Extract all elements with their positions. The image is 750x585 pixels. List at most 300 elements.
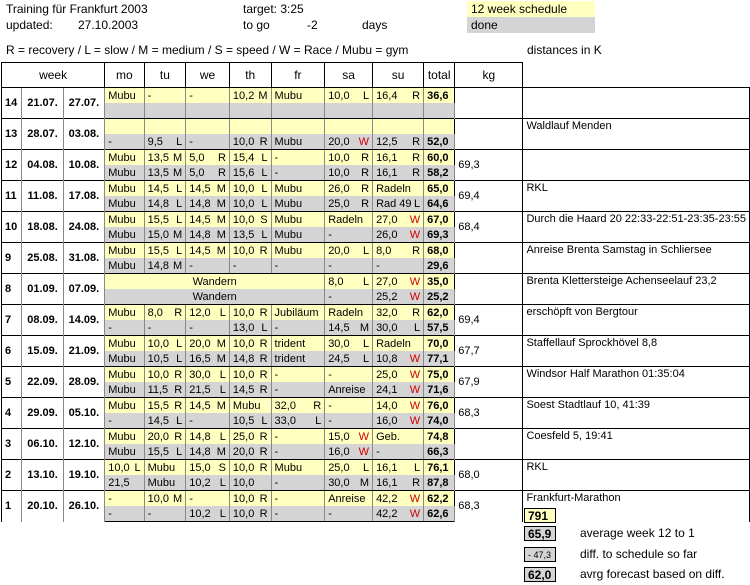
empty-cell — [424, 119, 455, 135]
day-sa — [325, 258, 373, 274]
week-total: 66,3 — [424, 444, 455, 460]
distance-value: Mubu — [108, 197, 136, 210]
pace-code: M — [173, 492, 183, 505]
day-th — [229, 181, 271, 197]
distance-value: 14,8 — [189, 445, 211, 458]
week-row — [2, 491, 750, 507]
distance-value: 20,0 — [147, 430, 169, 443]
pace-code: L — [261, 321, 268, 334]
day-mo — [105, 398, 144, 414]
distance-value: - — [189, 492, 193, 505]
distance-value: Radeln — [328, 213, 364, 226]
day-fr — [271, 336, 325, 352]
day-sa — [325, 181, 373, 197]
distance-value: - — [328, 290, 332, 303]
day-sa — [325, 274, 373, 290]
week-total: 58,2 — [424, 165, 455, 181]
day-entry — [233, 368, 268, 382]
distance-value: Mubu — [274, 89, 303, 102]
day-entry — [328, 151, 369, 165]
week-start: 15.09. — [22, 336, 63, 367]
day-entry — [328, 197, 369, 211]
pace-code: M — [359, 476, 370, 489]
day-entry — [376, 368, 420, 382]
pace-code: R — [259, 352, 268, 365]
day-tu — [144, 367, 186, 383]
day-entry — [376, 461, 420, 475]
day-sa — [325, 336, 373, 352]
day-tu — [144, 165, 186, 181]
distance-value: 8,0 — [328, 275, 344, 288]
day-entry — [275, 89, 322, 103]
day-su — [373, 165, 424, 181]
pace-code: L — [261, 182, 268, 195]
day-we — [186, 382, 230, 398]
day-su — [373, 305, 424, 321]
distance-value: 32,0 — [274, 399, 296, 412]
day-th — [229, 460, 271, 476]
day-entry — [108, 89, 140, 103]
day-we — [186, 351, 230, 367]
distance-value: - — [328, 507, 332, 520]
week-row — [2, 150, 750, 166]
day-entry — [233, 244, 268, 258]
body-weight: 67,7 — [455, 336, 523, 367]
day-mo — [105, 196, 144, 212]
day-sa — [325, 320, 373, 336]
week-note: Frankfurt-Marathon — [523, 491, 750, 522]
week-start: 01.09. — [22, 274, 63, 305]
day-su — [373, 88, 424, 104]
day-entry — [328, 275, 369, 289]
day-tu — [144, 134, 186, 150]
week-total: 75,0 — [424, 367, 455, 383]
pace-code: W — [409, 290, 421, 303]
to-go-label: to go — [243, 18, 270, 32]
distance-value: 14,5 — [232, 383, 255, 396]
day-entry — [108, 461, 140, 475]
day-mo — [105, 429, 144, 445]
distance-value: 26,0 — [376, 228, 398, 241]
week-row — [2, 367, 750, 383]
day-entry — [148, 445, 183, 459]
distance-value: Mubu — [108, 151, 136, 164]
distance-value: 10,0 — [232, 306, 255, 319]
day-fr — [271, 88, 325, 104]
day-entry — [148, 228, 183, 242]
day-entry — [233, 414, 268, 428]
day-entry — [108, 321, 140, 335]
day-entry — [189, 306, 226, 320]
body-weight: 68,0 — [455, 460, 523, 491]
pace-code: R — [259, 135, 268, 148]
week-total: 87,8 — [424, 475, 455, 491]
day-entry — [108, 213, 140, 227]
day-fr — [271, 491, 325, 507]
day-entry — [233, 89, 268, 103]
empty-cell — [325, 119, 373, 135]
col-sa: sa — [325, 63, 373, 88]
week-total: 36,6 — [424, 88, 455, 104]
pace-code: L — [362, 89, 370, 102]
col-we: we — [186, 63, 230, 88]
day-fr — [271, 460, 325, 476]
distance-value: 10,0 — [328, 151, 350, 164]
week-note: erschöpft von Bergtour — [523, 305, 750, 336]
day-entry — [328, 182, 369, 196]
pace-code: R — [412, 476, 421, 489]
day-mo — [105, 320, 144, 336]
empty-cell — [229, 119, 271, 135]
day-tu — [144, 88, 186, 104]
distance-value: 30,0 — [328, 476, 350, 489]
distance-value: 14,8 — [147, 197, 169, 210]
day-entry — [189, 244, 226, 258]
distance-value: 10,5 — [147, 352, 169, 365]
day-su — [373, 506, 424, 522]
week-row — [2, 274, 750, 290]
day-entry — [189, 352, 226, 366]
pace-code: L — [414, 321, 421, 334]
day-fr — [271, 320, 325, 336]
wandern-cell — [105, 274, 325, 290]
pace-code: L — [176, 213, 183, 226]
week-row — [2, 181, 750, 197]
pace-code: M — [359, 321, 370, 334]
week-note: Coesfeld 5, 19:41 — [523, 429, 750, 460]
day-tu — [144, 196, 186, 212]
day-tu — [144, 413, 186, 429]
distance-value: Rad 49 — [376, 197, 412, 210]
week-start: 25.08. — [22, 243, 63, 274]
pace-code: M — [216, 445, 226, 458]
day-entry — [376, 182, 420, 196]
distance-value: - — [189, 89, 193, 102]
distance-value: 5,0 — [189, 151, 205, 164]
week-total: 74,8 — [424, 429, 455, 445]
diff-label: diff. to schedule so far — [580, 547, 698, 561]
distance-value: 10,2 — [232, 89, 255, 102]
distance-value: Mubu — [108, 337, 136, 350]
pace-code: R — [361, 166, 370, 179]
empty-cell — [373, 103, 424, 119]
distance-value: Mubu — [108, 259, 136, 272]
day-entry — [328, 461, 369, 475]
pace-code: S — [260, 213, 268, 226]
distance-value: 15,0 — [328, 430, 350, 443]
distance-value: 30,0 — [376, 321, 398, 334]
day-entry — [189, 228, 226, 242]
day-entry — [233, 306, 268, 320]
day-entry — [275, 197, 322, 211]
distance-value: 20,0 — [232, 445, 255, 458]
day-entry — [148, 414, 183, 428]
day-entry — [108, 337, 140, 351]
day-entry — [148, 306, 183, 320]
distance-value: - — [147, 321, 152, 334]
col-fr: fr — [271, 63, 325, 88]
distance-value: Radeln — [328, 306, 364, 319]
distance-value: 14,5 — [189, 244, 211, 257]
week-start: 18.08. — [22, 212, 63, 243]
week-total: 35,0 — [424, 274, 455, 290]
week-row — [2, 460, 750, 476]
day-su — [373, 460, 424, 476]
day-fr — [271, 134, 325, 150]
distance-value: 12,0 — [189, 306, 211, 319]
day-su — [373, 274, 424, 290]
day-entry — [275, 182, 322, 196]
empty-cell — [144, 103, 186, 119]
forecast-label: avrg forecast based on diff. — [580, 567, 725, 581]
pace-code: R — [174, 399, 183, 412]
day-sa — [325, 150, 373, 166]
day-mo — [105, 413, 144, 429]
week-total: 62,0 — [424, 305, 455, 321]
week-start: 22.09. — [22, 367, 63, 398]
body-weight — [455, 119, 523, 150]
day-we — [186, 413, 230, 429]
pace-code: M — [258, 89, 268, 102]
distance-value: Mubu — [108, 430, 136, 443]
week-total: 68,0 — [424, 243, 455, 259]
day-we — [186, 398, 230, 414]
day-entry — [148, 89, 183, 103]
day-th — [229, 165, 271, 181]
day-tu — [144, 506, 186, 522]
day-sa — [325, 227, 373, 243]
week-note: RKL — [523, 181, 750, 212]
day-entry — [189, 368, 226, 382]
body-weight: 69,4 — [455, 181, 523, 212]
pace-code: R — [174, 430, 183, 443]
day-entry — [275, 383, 322, 397]
pace-code: L — [261, 166, 268, 179]
week-row — [2, 88, 750, 104]
body-weight: 69,4 — [455, 305, 523, 336]
day-su — [373, 382, 424, 398]
season-total: 791 — [524, 508, 556, 523]
body-weight: 68,4 — [455, 212, 523, 243]
day-entry — [376, 166, 420, 180]
day-entry — [328, 352, 369, 366]
distance-value: 10,0 — [147, 337, 169, 350]
distance-value: 14,8 — [189, 430, 211, 443]
day-mo — [105, 367, 144, 383]
pace-code: M — [216, 399, 226, 412]
day-entry — [148, 368, 183, 382]
empty-cell — [105, 103, 144, 119]
day-we — [186, 336, 230, 352]
day-mo — [105, 150, 144, 166]
distance-value: - — [274, 368, 279, 381]
distance-value: Mubu — [274, 213, 303, 226]
diff-value: - 47,3 — [524, 547, 556, 562]
distance-value: 20,0 — [328, 244, 350, 257]
col-kg: kg — [455, 63, 523, 88]
day-entry — [328, 290, 369, 304]
pace-code: R — [259, 492, 268, 505]
week-total: 60,0 — [424, 150, 455, 166]
day-mo — [105, 382, 144, 398]
pace-code: L — [362, 244, 370, 257]
distance-value: 30,0 — [328, 337, 350, 350]
day-entry — [148, 337, 183, 351]
day-entry — [376, 259, 420, 273]
week-end: 19.10. — [63, 460, 105, 491]
distance-value: 33,0 — [274, 414, 296, 427]
header-row — [2, 63, 750, 88]
day-we — [186, 181, 230, 197]
forecast-value: 62,0 — [524, 567, 556, 582]
day-su — [373, 367, 424, 383]
day-entry — [189, 414, 226, 428]
day-th — [229, 491, 271, 507]
day-entry — [233, 337, 268, 351]
distance-value: 16,5 — [189, 352, 211, 365]
day-entry — [189, 399, 226, 413]
day-entry — [328, 89, 369, 103]
day-entry — [189, 492, 226, 506]
distance-value: 13,5 — [232, 228, 255, 241]
distance-value: 20,0 — [189, 337, 211, 350]
distance-value: 16,1 — [376, 166, 398, 179]
day-sa — [325, 491, 373, 507]
week-note: Staffellauf Sprockhövel 8,8 — [523, 336, 750, 367]
distance-value: 10,2 — [189, 507, 211, 520]
updated-date: 27.10.2003 — [78, 18, 139, 32]
day-sa — [325, 444, 373, 460]
day-su — [373, 336, 424, 352]
day-entry — [108, 135, 140, 149]
day-entry — [328, 368, 369, 382]
day-fr — [271, 227, 325, 243]
distance-value: 10,0 — [232, 135, 255, 148]
day-entry — [376, 430, 420, 444]
pace-code: L — [315, 414, 322, 427]
day-tu — [144, 491, 186, 507]
distance-value: 12,5 — [376, 135, 398, 148]
day-mo — [105, 134, 144, 150]
week-total: 76,0 — [424, 398, 455, 414]
day-entry — [275, 445, 322, 459]
pace-code: R — [259, 507, 268, 520]
day-su — [373, 150, 424, 166]
day-su — [373, 289, 424, 305]
day-su — [373, 413, 424, 429]
week-total: 62,6 — [424, 506, 455, 522]
day-su — [373, 320, 424, 336]
day-entry — [189, 461, 226, 475]
distance-value: - — [274, 430, 279, 443]
pace-code: W — [409, 507, 421, 520]
pace-code: L — [261, 228, 268, 241]
day-entry — [148, 399, 183, 413]
week-total: 70,0 — [424, 336, 455, 352]
day-entry — [108, 197, 140, 211]
day-entry — [376, 290, 420, 304]
pace-code: R — [259, 306, 268, 319]
pace-code: M — [216, 337, 226, 350]
day-entry — [275, 399, 322, 413]
distance-value: 10,0 — [232, 368, 255, 381]
distance-value: Mubu — [108, 368, 136, 381]
day-su — [373, 429, 424, 445]
day-sa — [325, 134, 373, 150]
week-note: Brenta Klettersteige Achenseelauf 23,2 — [523, 274, 750, 305]
day-entry — [148, 430, 183, 444]
week-total: 74,0 — [424, 413, 455, 429]
week-end: 07.09. — [63, 274, 105, 305]
day-sa — [325, 212, 373, 228]
distance-value: 14,5 — [147, 182, 169, 195]
distance-value: 16,1 — [376, 461, 398, 474]
day-th — [229, 367, 271, 383]
distance-value: 10,0 — [232, 507, 255, 520]
day-entry — [189, 321, 226, 335]
distance-value: 15,4 — [232, 151, 255, 164]
pace-code: S — [218, 461, 226, 474]
distance-value: 25,0 — [328, 461, 350, 474]
pace-code: W — [409, 399, 421, 412]
week-end: 31.08. — [63, 243, 105, 274]
distance-value: 14,5 — [189, 213, 211, 226]
distance-value: - — [108, 414, 112, 427]
distance-value: - — [108, 507, 112, 520]
day-entry — [275, 368, 322, 382]
day-fr — [271, 165, 325, 181]
distance-value: 13,0 — [232, 321, 255, 334]
day-tu — [144, 460, 186, 476]
day-entry — [376, 228, 420, 242]
day-entry — [328, 383, 369, 397]
distance-value: 24,1 — [376, 383, 398, 396]
day-su — [373, 475, 424, 491]
body-weight: 68,3 — [455, 398, 523, 429]
distance-value: Mubu — [274, 228, 303, 241]
pace-code: R — [259, 461, 268, 474]
day-we — [186, 491, 230, 507]
distance-value: 10,8 — [376, 352, 398, 365]
distance-value: 16,4 — [376, 89, 398, 102]
day-entry — [328, 166, 369, 180]
week-total: 71,6 — [424, 382, 455, 398]
day-we — [186, 165, 230, 181]
day-entry — [148, 259, 183, 273]
week-note: Waldlauf Menden — [523, 119, 750, 150]
day-entry — [148, 151, 183, 165]
week-start: 06.10. — [22, 429, 63, 460]
day-entry — [376, 414, 420, 428]
day-fr — [271, 181, 325, 197]
day-entry — [233, 430, 268, 444]
week-note: Anreise Brenta Samstag in Schliersee — [523, 243, 750, 274]
day-su — [373, 351, 424, 367]
day-entry — [108, 352, 140, 366]
week-total: 69,3 — [424, 227, 455, 243]
pace-code: M — [216, 244, 226, 257]
distance-value: Mubu — [274, 135, 303, 148]
day-fr — [271, 196, 325, 212]
distance-value: Mubu — [108, 182, 136, 195]
empty-cell — [186, 119, 230, 135]
target-label: target: 3:25 — [243, 2, 304, 16]
week-row — [2, 212, 750, 228]
day-entry — [233, 213, 268, 227]
day-entry — [108, 507, 140, 521]
pace-code: L — [414, 461, 421, 474]
day-entry — [233, 445, 268, 459]
